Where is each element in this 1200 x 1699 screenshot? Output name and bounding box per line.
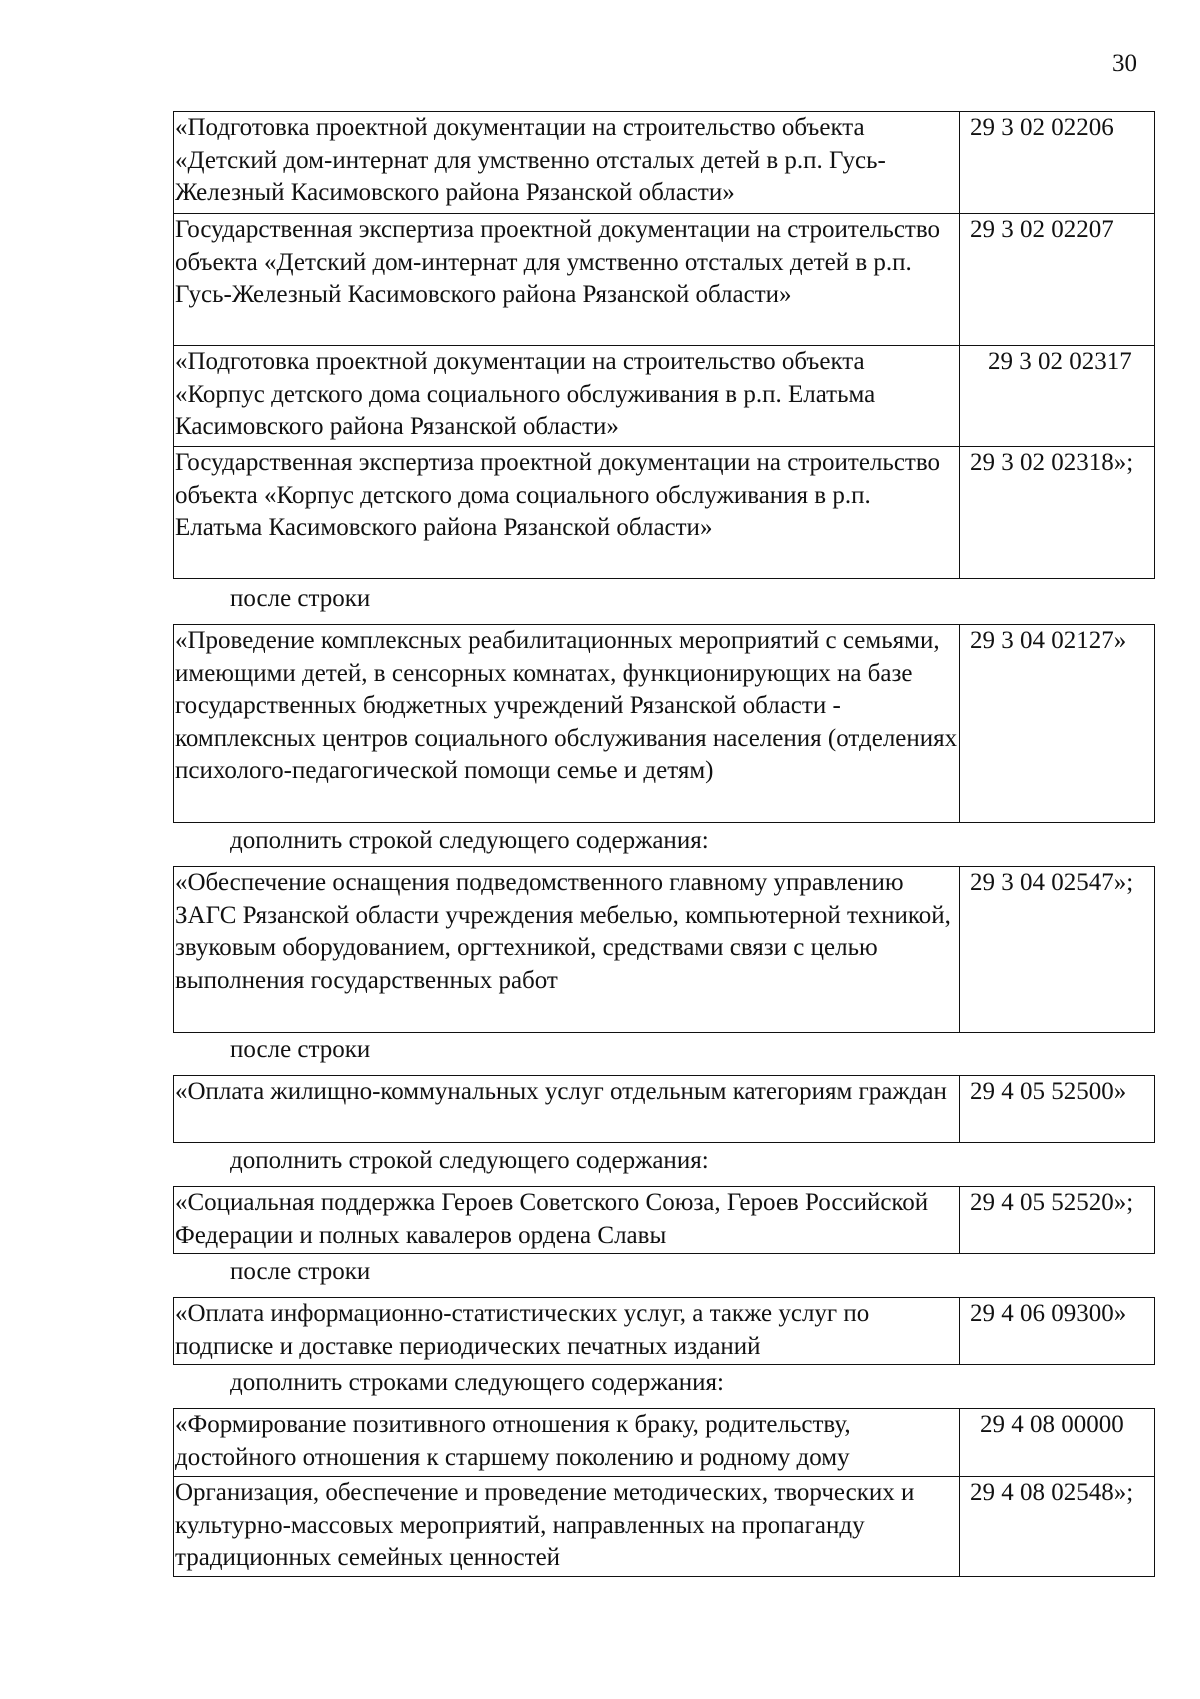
row-description: «Оплата жилищно-коммунальных услуг отдельным категориям граждан (174, 1076, 960, 1143)
row-description: «Социальная поддержка Героев Советского Союза, Героев Российской Федерации и полных кавалеров ордена Славы (174, 1187, 960, 1254)
table-row (174, 346, 1155, 447)
row-description: Государственная экспертиза проектной документации на строительство объекта «Корпус детского дома социального обслуживания в р.п. Елатьма Касимовского района Рязанской области» (174, 447, 960, 579)
row-description: «Формирование позитивного отношения к браку, родительству, достойного отношения к старшему поколению и родному дому (174, 1409, 960, 1477)
budget-table-4 (173, 1075, 1155, 1143)
row-code: 29 3 04 02547»; (960, 867, 1155, 1033)
row-description: «Оплата информационно-статистических услуг, а также услуг по подписке и доставке периодических печатных изданий (174, 1298, 960, 1365)
row-description: Государственная экспертиза проектной документации на строительство объекта «Детский дом-интернат для умственно отсталых детей в р.п. Гусь-Железный Касимовского района Рязанской области» (174, 214, 960, 346)
row-code: 29 3 04 02127» (960, 625, 1155, 823)
budget-table-5 (173, 1186, 1155, 1254)
row-code: 29 3 02 02318»; (960, 447, 1155, 579)
budget-table-2 (173, 624, 1155, 823)
budget-table-1 (173, 111, 1155, 579)
table-row (174, 112, 1155, 214)
table-row (174, 625, 1155, 823)
instruction-add-rows: дополнить строками следующего содержания: (230, 1369, 724, 1396)
instruction-after-row: после строки (230, 585, 371, 612)
budget-table-6 (173, 1297, 1155, 1365)
row-code: 29 3 02 02206 (960, 112, 1155, 214)
row-description: Организация, обеспечение и проведение методических, творческих и культурно-массовых мероприятий, направленных на пропаганду традиционных семейных ценностей (174, 1477, 960, 1577)
row-code: 29 4 08 00000 (960, 1409, 1155, 1477)
page-number: 30 (1112, 50, 1137, 77)
row-description: «Обеспечение оснащения подведомственного главному управлению ЗАГС Рязанской области учреждения мебелью, компьютерной техникой, звуковым оборудованием, оргтехникой, средствами связи с целью выполнения государственных работ (174, 867, 960, 1033)
instruction-after-row: после строки (230, 1036, 371, 1063)
row-description: «Проведение комплексных реабилитационных мероприятий с семьями, имеющими детей, в сенсорных комнатах, функционирующих на базе государственных бюджетных учреждений Рязанской области - комплексных центров социального обслуживания населения (отделениях психолого-педагогической помощи семье и детям) (174, 625, 960, 823)
table-row (174, 1409, 1155, 1477)
row-code: 29 4 06 09300» (960, 1298, 1155, 1365)
table-row (174, 1477, 1155, 1577)
instruction-add-row: дополнить строкой следующего содержания: (230, 827, 709, 854)
budget-table-7 (173, 1408, 1155, 1577)
instruction-add-row: дополнить строкой следующего содержания: (230, 1147, 709, 1174)
row-code: 29 4 05 52500» (960, 1076, 1155, 1143)
row-code: 29 3 02 02317 (960, 346, 1155, 447)
table-row (174, 1076, 1155, 1143)
table-row (174, 867, 1155, 1033)
budget-table-3 (173, 866, 1155, 1033)
row-code: 29 4 05 52520»; (960, 1187, 1155, 1254)
row-description: «Подготовка проектной документации на строительство объекта «Корпус детского дома социального обслуживания в р.п. Елатьма Касимовского района Рязанской области» (174, 346, 960, 447)
row-code: 29 4 08 02548»; (960, 1477, 1155, 1577)
row-code: 29 3 02 02207 (960, 214, 1155, 346)
table-row (174, 1187, 1155, 1254)
table-row (174, 447, 1155, 579)
table-row (174, 214, 1155, 346)
instruction-after-row: после строки (230, 1258, 371, 1285)
table-row (174, 1298, 1155, 1365)
row-description: «Подготовка проектной документации на строительство объекта «Детский дом-интернат для умственно отсталых детей в р.п. Гусь-Железный Касимовского района Рязанской области» (174, 112, 960, 214)
